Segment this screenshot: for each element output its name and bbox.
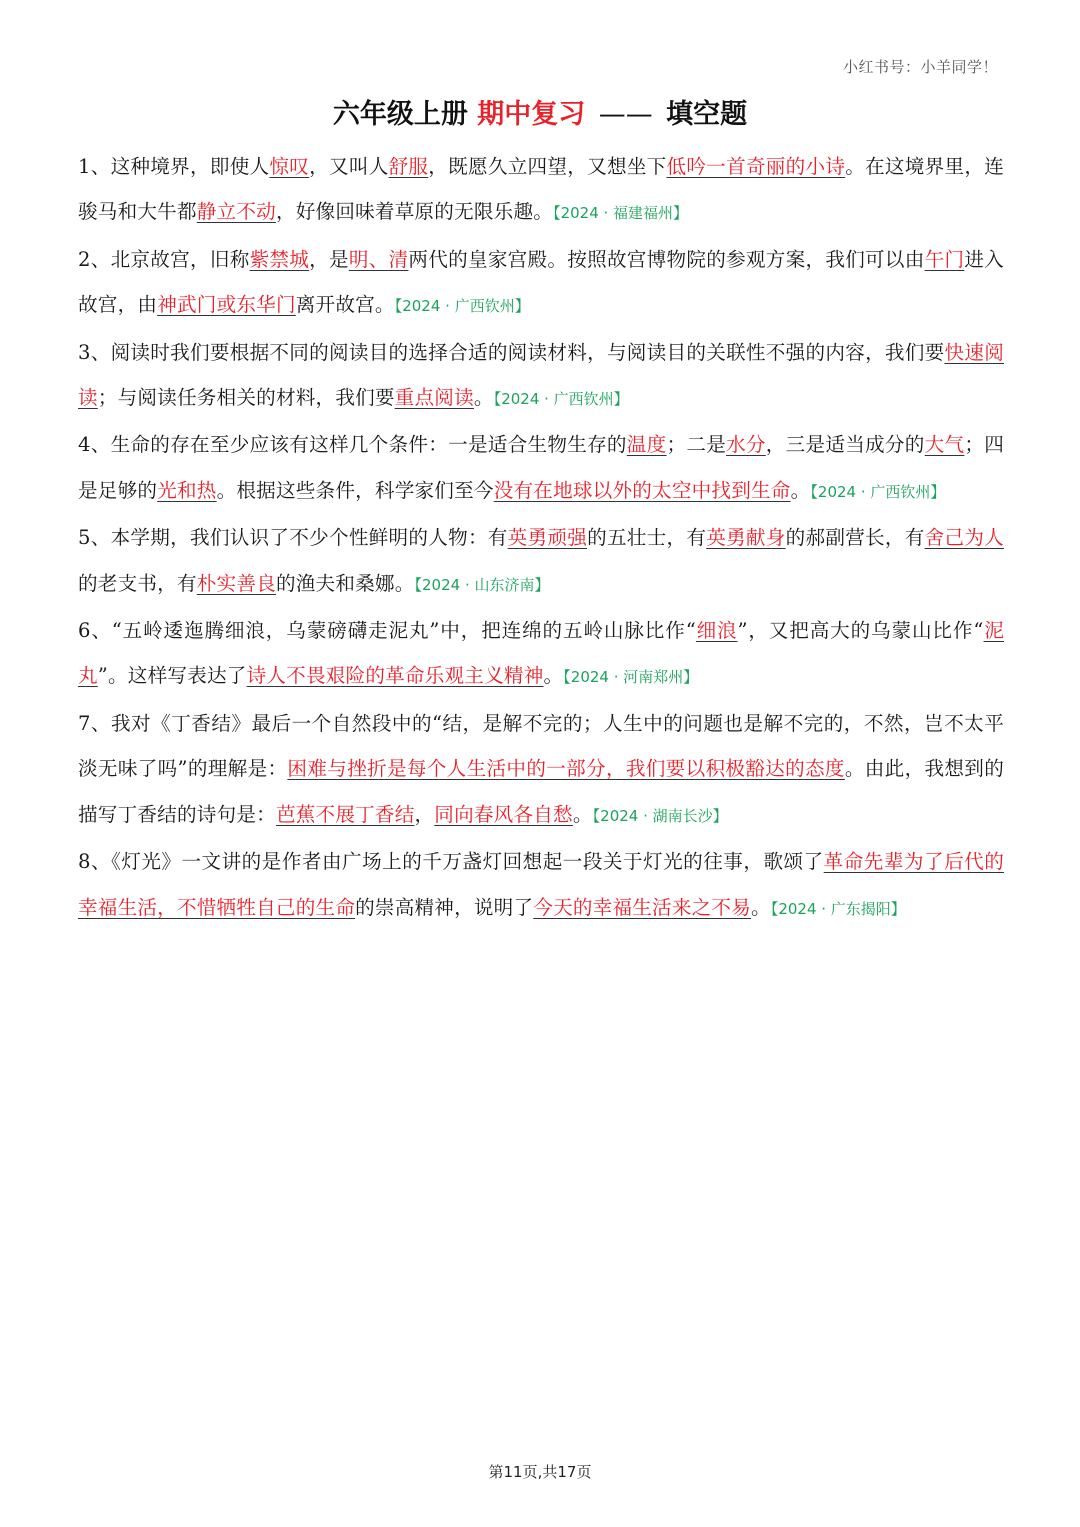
answer-blank: 困难与挫折是每个人生活中的一部分，我们要以积极豁达的态度 [287,757,845,781]
question-text: 3、阅读时我们要根据不同的阅读目的选择合适的阅读材料，与阅读目的关联性不强的内容，我们要 [78,340,945,364]
answer-blank: 神武门或东华门 [157,293,296,317]
question-5 [78,515,1004,608]
question-text: ，既愿久立四望，又想坐下 [428,155,667,178]
question-text: 5、本学期，我们认识了不少个性鲜明的人物：有 [78,526,508,550]
answer-blank: 光和热 [157,478,217,502]
question-text: 。 [790,478,811,502]
question-text: 的五壮士，有 [587,526,707,550]
title-grade: 六年级上册 [332,99,468,130]
answer-blank: 芭蕉不展丁香结 [275,802,415,826]
question-text: 。在这境界里，连骏马和大牛都 [78,155,1004,224]
question-text: 6、“五岭逶迤腾细浪，乌蒙磅礴走泥丸”中，把连绵的五岭山脉比作“ [78,619,696,643]
question-6 [78,608,1004,701]
answer-blank: 低吟一首奇丽的小诗 [666,155,846,178]
question-text: 两代的皇家宫殿。按照故宫博物院的参观方案，我们可以由 [408,247,925,271]
question-text: 。 [751,895,771,919]
title-type: 填空题 [666,99,748,130]
question-4 [78,422,1004,515]
question-text: 的渔夫和桑娜。 [275,571,415,595]
question-text: ；与阅读任务相关的材料，我们要 [97,386,395,410]
source-tag: 【2024 · 福建福州】 [553,204,689,223]
source-tag: 【2024 · 山东济南】 [414,575,550,594]
question-text: ”。这样写表达了 [97,664,247,688]
source-tag: 【2024 · 广西钦州】 [810,482,946,501]
answer-blank: 大气 [924,433,965,457]
question-7 [78,701,1004,839]
question-3 [78,330,1004,423]
question-8 [78,839,1004,932]
answer-blank: 今天的幸福生活来之不易 [533,895,752,919]
answer-blank: 英勇顽强 [507,526,588,550]
answer-blank: 英勇献身 [706,526,786,550]
answer-blank: 诗人不畏艰险的革命乐观主义精神 [246,664,544,688]
question-text: ，是 [309,247,349,271]
answer-blank: 舒服 [388,155,429,178]
question-text: 的崇高精神，说明了 [355,895,534,919]
question-text: 。 [473,386,494,410]
question-text: 。 [543,664,564,688]
question-text: ；二是 [666,433,727,457]
question-text: 离开故宫。 [295,293,395,317]
answer-blank: 水分 [726,433,766,457]
answer-blank: 泥丸 [78,619,1004,688]
title-dash: —— [598,99,653,130]
question-list [78,144,1004,932]
answer-blank: 惊叹 [269,155,310,178]
answer-blank: 午门 [924,247,965,271]
question-text: ，又叫人 [309,155,389,178]
question-2 [78,237,1004,330]
source-tag: 【2024 · 广西钦州】 [394,297,530,316]
answer-blank: 快速阅读 [78,340,1005,410]
answer-blank: 静立不动 [196,200,276,224]
question-text: 2、北京故宫，旧称 [78,247,250,271]
question-text: 。 [572,802,593,826]
answer-blank: 明、清 [348,247,409,271]
question-text: ， [414,802,435,826]
source-tag: 【2024 · 湖南长沙】 [592,806,728,825]
answer-blank: 同向春风各自愁 [434,802,573,826]
question-text: 。根据这些条件，科学家们至今 [216,478,494,502]
question-text: 。由此，我想到的描写丁香结的诗句是： [78,757,1004,826]
answer-blank: 重点阅读 [394,386,474,410]
question-text: 的郝副营长，有 [785,526,925,550]
watermark-text: 小红书号：小羊同学！ [842,58,998,76]
question-text: ”，又把高大的乌蒙山比作“ [737,619,984,643]
page-title [0,92,1080,131]
question-text: ；四是足够的 [78,433,1004,502]
answer-blank: 温度 [626,433,667,457]
title-accent: 期中复习 [477,99,586,130]
answer-blank: 没有在地球以外的太空中找到生命 [493,478,791,502]
source-tag: 【2024 · 河南郑州】 [563,668,699,687]
question-1 [78,144,1004,237]
question-text: 7、我对《丁香结》最后一个自然段中的“结，是解不完的；人生中的问题也是解不完的，不然，岂不太平淡无味了吗”的理解是： [78,711,1004,781]
question-text: 8、《灯光》一文讲的是作者由广场上的千万盏灯回想起一段关于灯光的往事，歌颂了 [78,850,824,874]
page-number: 第11页,共17页 [488,1463,592,1481]
question-text: ，三是适当成分的 [765,433,925,457]
answer-blank: 细浪 [695,619,738,643]
answer-blank: 朴实善良 [196,571,276,595]
answer-blank: 革命先辈为了后代的幸福生活，不惜牺牲自己的生命 [78,850,1004,919]
source-tag: 【2024 · 广西钦州】 [493,390,629,409]
question-text: 1、这种境界，即使人 [78,155,270,178]
question-text: ，好像回味着草原的无限乐趣。 [275,200,554,224]
answer-blank: 紫禁城 [249,247,310,271]
answer-blank: 舍己为人 [924,526,1004,550]
question-text: 的老支书，有 [78,571,197,595]
source-tag: 【2024 · 广东揭阳】 [770,899,906,918]
question-text: 4、生命的存在至少应该有这样几个条件：一是适合生物生存的 [78,433,627,457]
question-text: 进入故宫，由 [78,247,1004,317]
